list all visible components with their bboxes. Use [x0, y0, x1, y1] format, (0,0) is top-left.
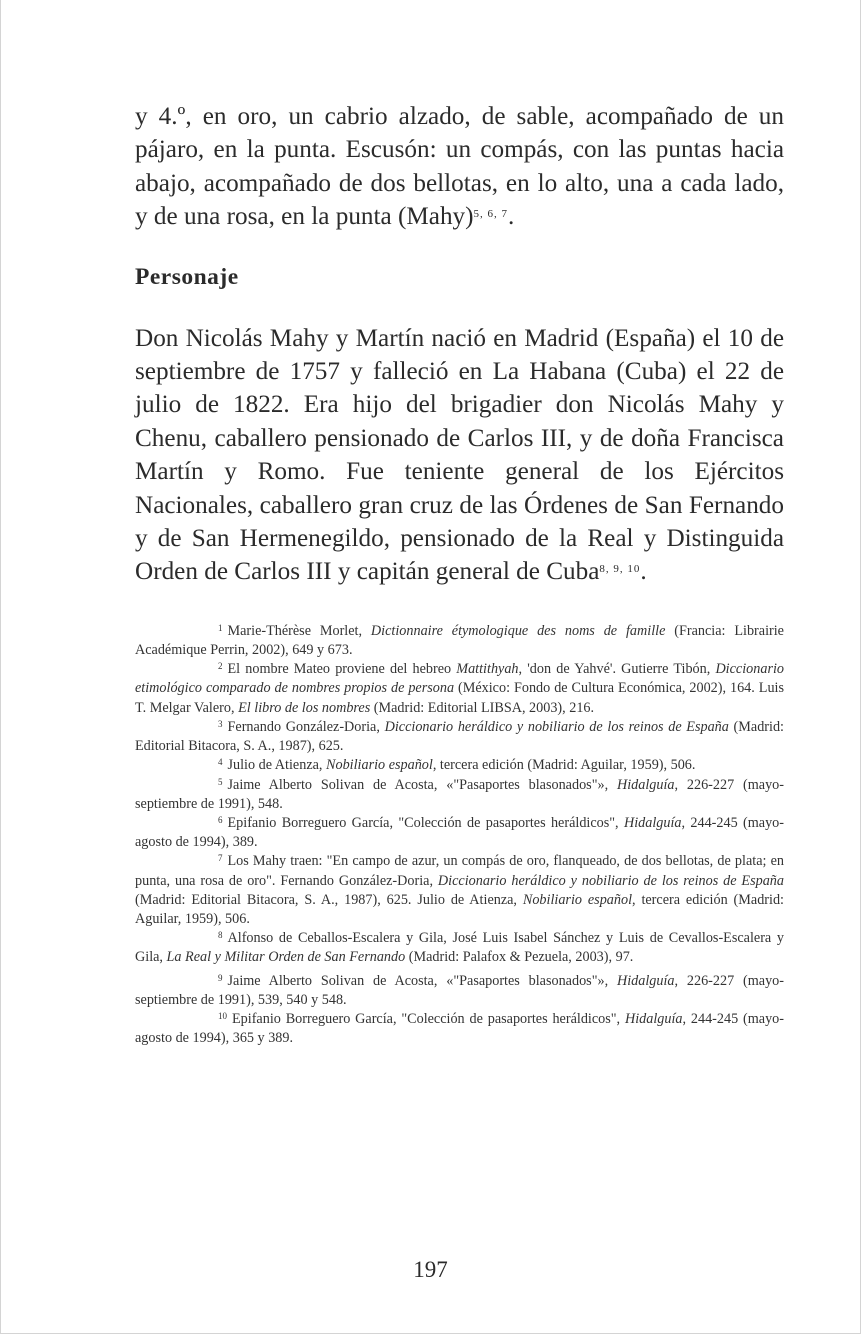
- footnote-ref: 5, 6, 7: [473, 208, 509, 221]
- intro-paragraph: [135, 100, 784, 234]
- footnotes: [135, 622, 784, 1048]
- footnote-number: 2: [218, 661, 223, 672]
- footnote-title: El libro de los nombres: [238, 699, 371, 716]
- footnote-text: Julio de Atienza,: [227, 757, 327, 774]
- footnote-number: 10: [218, 1010, 227, 1021]
- footnote: [135, 929, 784, 967]
- footnote: [135, 814, 784, 852]
- body-text: Don Nicolás Mahy y Martín nació en Madrid (España) el 10 de septiembre de 1757 y falleció en La Habana (Cuba) el 22 de julio de 1822. Era hijo del brigadier don Nicolás Mahy y Chenu, caballero pensionado de Carlos III, y de doña Francisca Martín y Romo. Fue teniente general de los Ejércitos Nacionales, caballero gran cruz de las Órdenes de San Fernando y de San Hermenegildo, pensionado de la Real y Distinguida Orden de Carlos III y capitán general de Cuba: [135, 324, 784, 586]
- footnote-number: 1: [218, 622, 223, 633]
- footnote-number: 6: [218, 814, 223, 825]
- footnote-number: 9: [218, 972, 223, 983]
- footnote-text: , tercera edición (Madrid: Aguilar, 1959), 506.: [432, 757, 696, 774]
- footnote: [135, 1010, 784, 1048]
- footnote-text: Jaime Alberto Solivan de Acosta, «"Pasaportes blasonados"»,: [227, 972, 617, 989]
- footnote-text: Fernando González-Doria,: [227, 718, 385, 735]
- footnote-number: 4: [218, 757, 223, 768]
- footnote-title: Diccionario etimológico comparado de nombres propios de persona: [135, 661, 784, 697]
- footnote-title: Hidalguía: [616, 776, 675, 793]
- footnote-text: , 226-227 (mayo-septiembre de 1991), 548.: [135, 776, 784, 812]
- footnote-text: , 244-245 (mayo-agosto de 1994), 389.: [135, 814, 784, 851]
- footnote: [135, 776, 784, 814]
- footnote-text: (Madrid: Editorial Bitacora, S. A., 1987), 625.: [135, 718, 784, 755]
- footnote-text: , 'don de Yahvé'. Gutierre Tibón,: [518, 661, 716, 678]
- intro-text: y 4.º, en oro, un cabrio alzado, de sable, acompañado de un pájaro, en la punta. Escusón: un compás, con las puntas hacia abajo, acompañado de dos bellotas, en lo alto, una a cada lado, y de una rosa, en la punta (Mahy): [135, 103, 784, 231]
- footnote-text: Los Mahy traen: "En campo de azur, un compás de oro, flanqueado, de dos bellotas, de plata; en punta, una rosa de oro". Fernando González-Doria,: [135, 853, 784, 889]
- footnote-text: (México: Fondo de Cultura Económica, 2002), 164. Luis T. Melgar Valero,: [135, 680, 785, 716]
- footnote: [135, 660, 784, 718]
- footnote-text: (Francia: Librairie Académique Perrin, 2002), 649 y 673.: [135, 622, 784, 659]
- footnote-text: (Madrid: Editorial LIBSA, 2003), 216.: [370, 699, 595, 716]
- footnote-title: Diccionario heráldico y nobiliario de los reinos de España: [384, 718, 729, 735]
- footnote-title: La Real y Militar Orden de San Fernando: [166, 949, 406, 966]
- footnote-ref: 8, 9, 10: [599, 563, 641, 576]
- footnote: [135, 852, 784, 929]
- footnote-title: Mattithyah: [456, 661, 519, 678]
- footnote-title: Hidalguía: [624, 1010, 683, 1027]
- footnote-title: Nobiliario español: [522, 891, 633, 908]
- footnote: [135, 718, 784, 756]
- footnote: [135, 622, 784, 660]
- footnote-number: 3: [218, 718, 223, 729]
- body-paragraph: [135, 322, 784, 589]
- footnote-text: Alfonso de Ceballos-Escalera y Gila, José Luis Isabel Sánchez y Luis de Cevallos-Escalera y Gila,: [135, 930, 784, 966]
- footnote-text: , 226-227 (mayo-septiembre de 1991), 539, 540 y 548.: [135, 972, 784, 1008]
- footnote-text: Epifanio Borreguero García, "Colección de pasaportes heráldicos",: [227, 814, 624, 831]
- page-number: 197: [413, 1257, 448, 1282]
- footnote-title: Diccionario heráldico y nobiliario de los reinos de España: [437, 872, 784, 889]
- footnote-text: (Madrid: Editorial Bitacora, S. A., 1987), 625. Julio de Atienza,: [135, 891, 523, 908]
- footnote-text: (Madrid: Palafox & Pezuela, 2003), 97.: [405, 949, 634, 966]
- footnote-text: , 244-245 (mayo-agosto de 1994), 365 y 389.: [135, 1010, 784, 1047]
- footnote-text: , tercera edición (Madrid: Aguilar, 1959), 506.: [135, 891, 784, 927]
- footnote: [135, 756, 784, 775]
- footnote-text: Marie-Thérèse Morlet,: [227, 622, 371, 639]
- footnote-text: El nombre Mateo proviene del hebreo: [227, 661, 457, 678]
- footnote-number: 7: [218, 853, 223, 864]
- page-content: [135, 100, 784, 1048]
- section-heading: Personaje: [135, 263, 239, 290]
- footnote-number: 8: [218, 930, 223, 941]
- body-end: .: [640, 558, 647, 586]
- footnote-text: Epifanio Borreguero García, "Colección de pasaportes heráldicos",: [232, 1010, 625, 1027]
- footnote-title: Nobiliario español: [326, 757, 433, 774]
- footnote: [135, 972, 784, 1010]
- footnote-number: 5: [218, 776, 223, 787]
- footnote-title: Dictionnaire étymologique des noms de famille: [370, 622, 666, 639]
- footnote-title: Hidalguía: [616, 972, 675, 989]
- footnote-title: Hidalguía: [623, 814, 682, 831]
- footnote-text: Jaime Alberto Solivan de Acosta, «"Pasaportes blasonados"»,: [227, 776, 617, 793]
- intro-end: .: [508, 203, 515, 231]
